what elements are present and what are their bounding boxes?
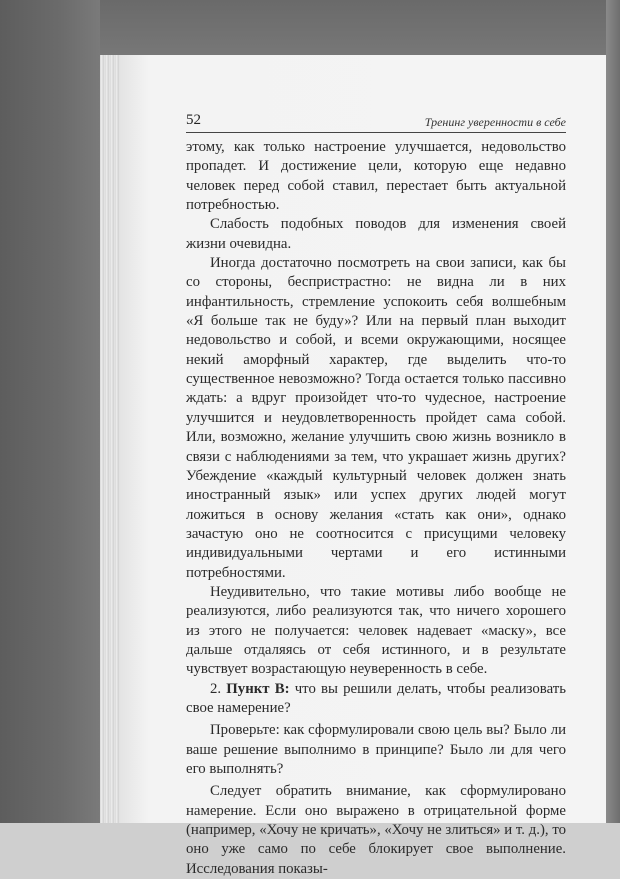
point-b-number: 2. xyxy=(210,680,227,697)
book-page-edges xyxy=(100,55,122,823)
running-title: Тренинг уверенности в себе xyxy=(424,115,566,129)
point-b-text: что вы решили делать, чтобы реализовать свое намерение? xyxy=(186,680,566,716)
paragraph: Неудивительно, что такие мотивы либо вообще не реализуются, либо реализуются так, что ничего хорошего из этого не получается: человек надевает «маску», все дальше отдаляясь от себя истинного, и в результате чувствует возрастающую неуверенность в себе. xyxy=(186,583,566,678)
point-b-label: Пункт В: xyxy=(226,680,290,697)
paragraph: Следует обратить внимание, как сформулировано намерение. Если оно выражено в отрицательной форме (например, «Хочу не кричать», «Хочу не злиться» и т. д.), то оно уже само по себе блокирует свое выполнение. Исследования показы- xyxy=(186,783,566,877)
paragraph: Проверьте: как сформулировали свою цель вы? Было ли ваше решение выполнимо в принципе? Было ли для чего его выполнять? xyxy=(186,722,566,777)
point-b-paragraph xyxy=(186,680,566,719)
page-number: 52 xyxy=(186,112,201,128)
page-header xyxy=(186,112,566,133)
paragraph: этому, как только настроение улучшается, недовольство пропадет. И достижение цели, которую еще недавно человек перед собой ставил, перестает быть актуальной потребностью. xyxy=(186,139,566,214)
body-text xyxy=(186,138,566,879)
scan-background-right xyxy=(606,0,620,823)
scan-background-left xyxy=(0,0,100,823)
paragraph: Слабость подобных поводов для изменения своей жизни очевидна. xyxy=(186,216,566,252)
paragraph: Иногда достаточно посмотреть на свои записи, как бы со стороны, беспристрастно: не видна ли в них инфантильность, стремление успокоить себя волшебным «Я больше так не буду»? Или на первый план выходит недовольство и собой, и всеми окружающими, носящее некий аморфный характер, где выделить что-то существенное невозможно? Тогда остается только пассивно ждать: а вдруг произойдет что-то чудесное, настроение улучшится и неудовлетворенность пройдет сама собой. Или, возможно, желание улучшить свою жизнь возникло в связи с наблюдениями за тем, что украшает жизнь других? Убеждение «каждый культурный человек должен знать иностранный язык» или успех других людей могут ложиться в основу желания «стать как они», однако зачастую оно не соотносится с присущими человеку индивидуальными чертами и его истинными потребностями. xyxy=(186,255,566,581)
